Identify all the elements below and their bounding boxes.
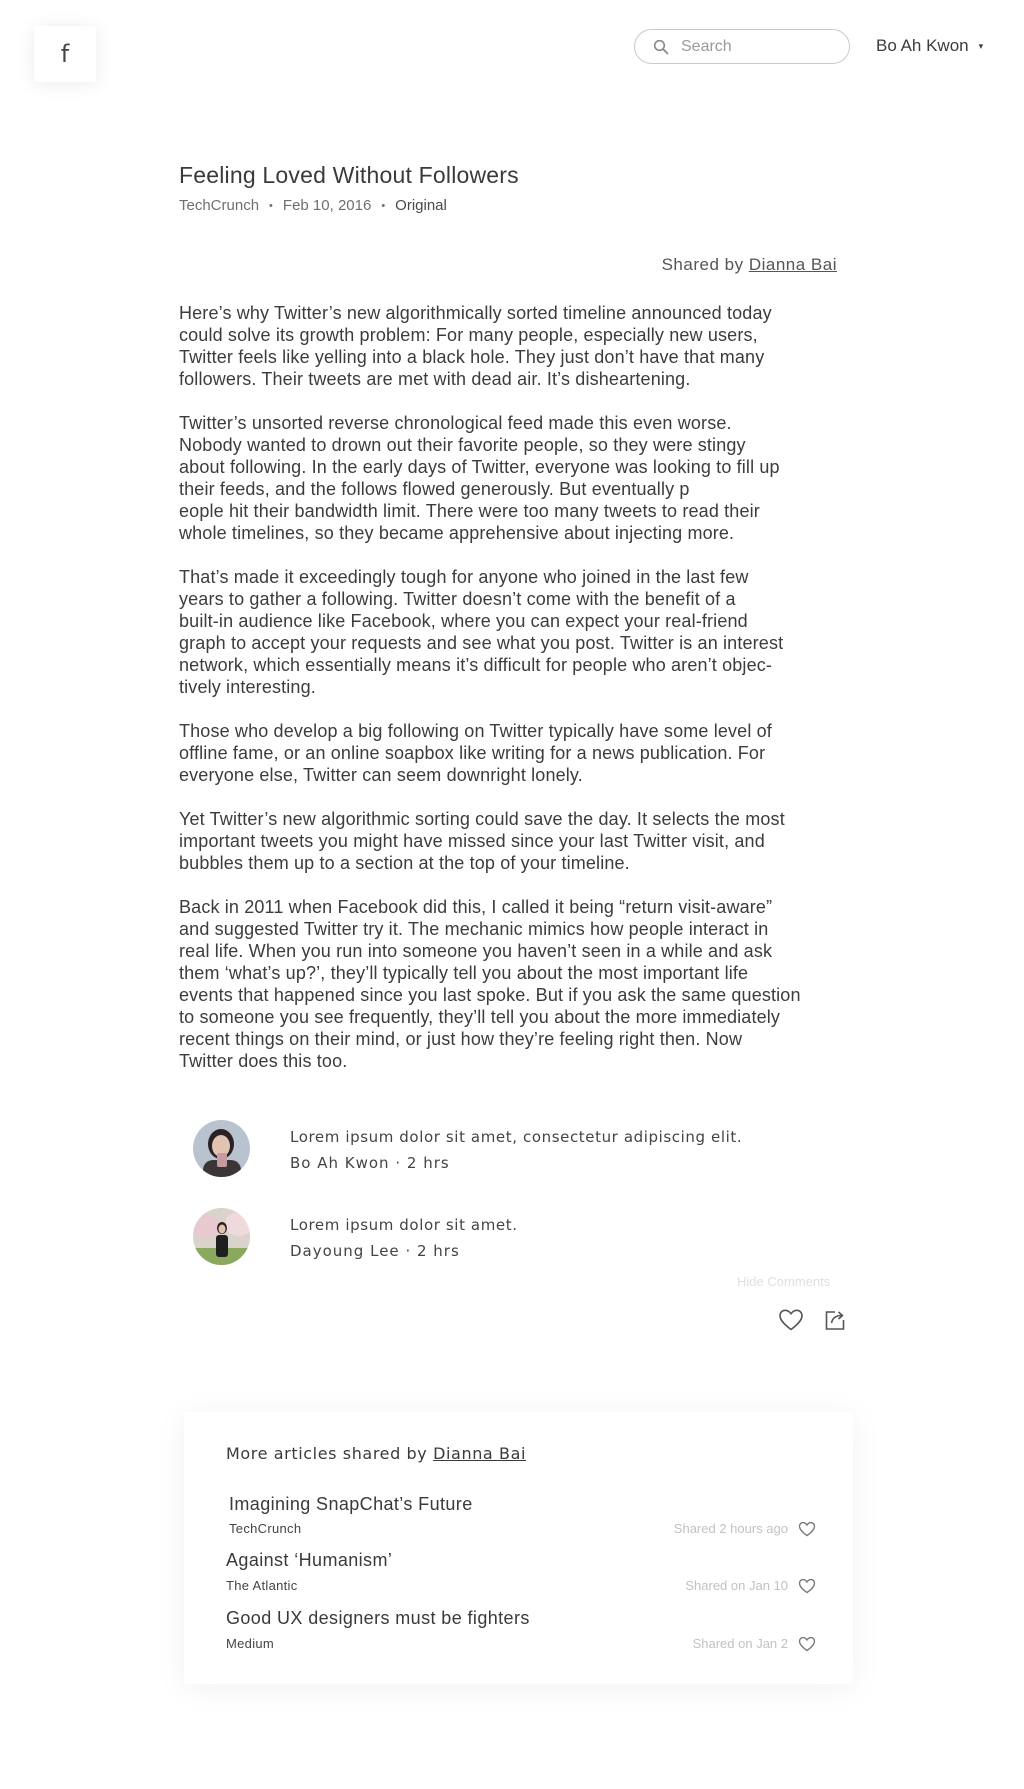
more-articles-card — [184, 1412, 853, 1684]
avatar[interactable] — [193, 1120, 250, 1177]
list-item-shared-time: Shared on Jan 2 — [692, 1636, 788, 1651]
comment-time: · 2 hrs — [395, 1154, 450, 1172]
list-item-title[interactable]: Imagining SnapChat’s Future — [229, 1494, 473, 1514]
article — [179, 162, 855, 1071]
shared-by-user-link[interactable]: Dianna Bai — [748, 255, 837, 274]
list-item[interactable] — [184, 1608, 853, 1664]
shared-by — [662, 255, 837, 275]
search-input[interactable] — [681, 38, 831, 56]
comment-author[interactable]: Dayoung Lee — [290, 1242, 400, 1260]
comment-byline — [290, 1154, 450, 1172]
list-item-shared-time: Shared 2 hours ago — [673, 1521, 788, 1536]
article-paragraph: Back in 2011 when Facebook did this, I called it being “return visit-aware” and suggested Twitter try it. The mechanic mimics how people interact in real life. When you run into someone you haven’t seen in a while and ask them ‘what’s up?’, they’ll typically tell you about the most important life events that happened since you last spoke. But if you ask the same question to someone you see frequently, they’ll tell you about the more immediately recent things on their mind, or just how they’re feeling right then. Now Twitter does this too. — [179, 897, 801, 1071]
article-title: Feeling Loved Without Followers — [179, 162, 519, 188]
heart-icon[interactable] — [798, 1636, 816, 1652]
list-item-source: TechCrunch — [229, 1521, 302, 1536]
logo[interactable]: f — [34, 26, 96, 82]
article-meta — [179, 197, 855, 214]
article-body — [179, 302, 855, 1094]
more-articles-heading — [226, 1444, 526, 1463]
comment — [193, 1120, 853, 1208]
list-item-title[interactable]: Against ‘Humanism’ — [226, 1550, 393, 1570]
list-item-shared-time: Shared on Jan 10 — [685, 1578, 788, 1593]
share-icon[interactable] — [823, 1308, 847, 1332]
shared-by-label: Shared by — [661, 255, 744, 274]
more-articles-user-link[interactable]: Dianna Bai — [433, 1444, 527, 1463]
article-paragraph: Yet Twitter’s new algorithmic sorting could save the day. It selects the most important tweets you might have missed since your last Twitter visit, and bubbles them up to a section at the top of your timeline. — [179, 809, 785, 873]
list-item-source: Medium — [226, 1636, 275, 1651]
more-articles-prefix: More articles shared by — [226, 1444, 428, 1463]
comment-time: · 2 hrs — [405, 1242, 460, 1260]
article-paragraph: That’s made it exceedingly tough for anyone who joined in the last few years to gather a following. Twitter doesn’t come with the benefit of a built-in audience like Facebook, where you can expect your real-friend graph to accept your requests and see what you post. Twitter is an interest network, which essentially means it’s difficult for people who aren’t objec- tively interesting. — [179, 567, 784, 697]
article-paragraph: Those who develop a big following on Twitter typically have some level of offline fame, or an online soapbox like writing for a news publication. For everyone else, Twitter can seem downright lonely. — [179, 721, 772, 785]
meta-separator: • — [269, 199, 273, 212]
original-link[interactable]: Original — [395, 197, 447, 214]
hide-comments-link[interactable]: Hide Comments — [737, 1274, 831, 1289]
comment-author[interactable]: Bo Ah Kwon — [290, 1154, 390, 1172]
heart-icon[interactable] — [798, 1521, 816, 1537]
search-bar[interactable] — [634, 29, 850, 64]
comment-text: Lorem ipsum dolor sit amet. — [290, 1216, 518, 1234]
meta-separator: • — [381, 199, 386, 212]
avatar[interactable] — [193, 1208, 250, 1265]
list-item[interactable] — [184, 1550, 853, 1606]
user-menu[interactable] — [876, 36, 983, 56]
user-name: Bo Ah Kwon — [876, 36, 969, 55]
article-paragraph: Here’s why Twitter’s new algorithmically sorted timeline announced today could solve its growth problem: For many people, especially new users, Twitter feels like yelling into a black hole. They just don’t have that many followers. Their tweets are met with dead air. It’s disheartening. — [179, 303, 772, 389]
search-icon — [653, 39, 669, 55]
heart-icon[interactable] — [778, 1308, 804, 1332]
comment-byline — [290, 1242, 460, 1260]
list-item-title[interactable]: Good UX designers must be fighters — [226, 1608, 530, 1628]
article-date: Feb 10, 2016 — [282, 197, 372, 214]
article-source: TechCrunch — [179, 197, 260, 214]
chevron-down-icon: ▾ — [978, 40, 984, 51]
comment-text: Lorem ipsum dolor sit amet, consectetur adipiscing elit. — [290, 1128, 743, 1146]
list-item[interactable] — [184, 1494, 853, 1550]
comments-list — [193, 1120, 853, 1296]
article-paragraph: Twitter’s unsorted reverse chronological feed made this even worse. Nobody wanted to drown out their favorite people, so they were stingy about following. In the early days of Twitter, everyone was looking to fill up their feeds, and the follows flowed generously. But eventually p eople hit their bandwidth limit. There were too many tweets to read their whole timelines, so they became apprehensive about injecting more. — [179, 413, 780, 543]
list-item-source: The Atlantic — [226, 1578, 298, 1593]
heart-icon[interactable] — [798, 1578, 816, 1594]
